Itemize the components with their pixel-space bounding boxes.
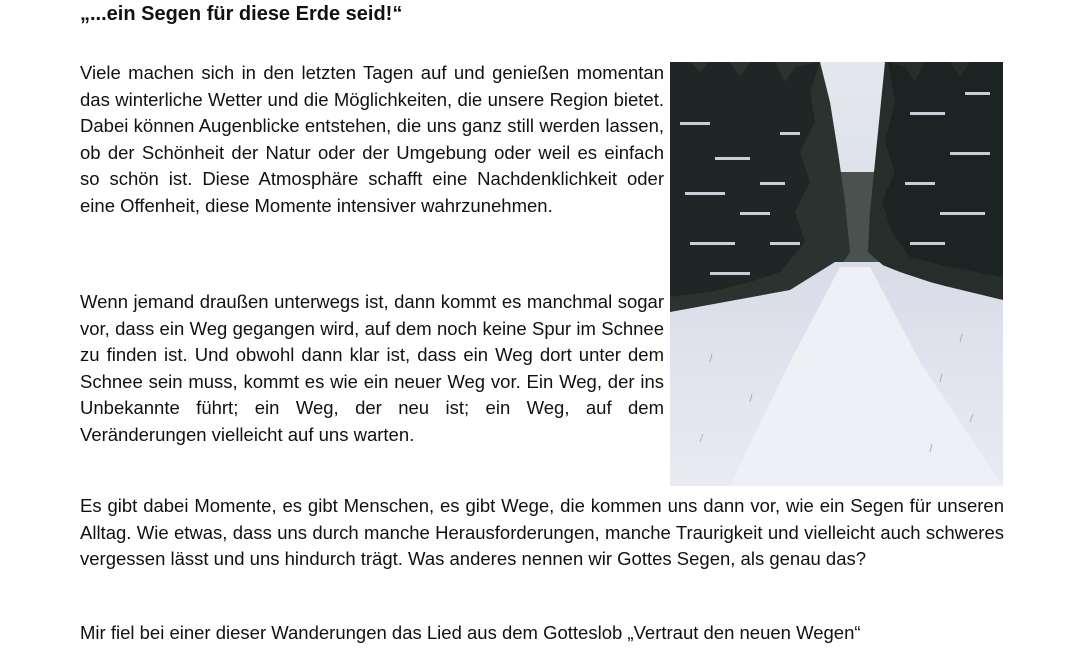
- paragraph-3: Es gibt dabei Momente, es gibt Menschen, es gibt Wege, die kommen uns dann vor, wie ein Segen für unseren Alltag. Wie etwas, dass uns durch manche Herausforderungen, manche Traurigkeit und vielleicht auch schweres vergessen lässt und uns hindurch trägt. Was anderes nennen wir Gottes Segen, als genau das?: [80, 495, 1004, 569]
- snowy-forest-path-photo: [670, 62, 1003, 486]
- paragraph-1: Viele machen sich in den letzten Tagen auf und genießen momentan das winterliche Wetter und die Möglichkeiten, die unsere Region bietet. Dabei können Augenblicke entstehen, die uns ganz still werden lassen, ob der Schönheit der Natur oder der Umgebung oder weil es einfach so schön ist. Diese Atmosphäre schafft eine Nachdenklichkeit oder eine Offenheit, diese Momente intensiver wahrzunehmen.: [80, 62, 664, 216]
- paragraph-4: Mir fiel bei einer dieser Wanderungen das Lied aus dem Gotteslob „Vertraut den neuen Wegen“: [80, 622, 861, 643]
- article-title: „...ein Segen für diese Erde seid!“: [80, 3, 403, 25]
- photo-illustration: [670, 62, 1003, 486]
- paragraph-2: Wenn jemand draußen unterwegs ist, dann kommt es manchmal sogar vor, dass ein Weg gegangen wird, auf dem noch keine Spur im Schnee zu finden ist. Und obwohl dann klar ist, dass ein Weg dort unter dem Schnee sein muss, kommt es wie ein neuer Weg vor. Ein Weg, der ins Unbekannte führt; ein Weg, der neu ist; ein Weg, auf dem Veränderungen vielleicht auf uns warten.: [80, 291, 664, 445]
